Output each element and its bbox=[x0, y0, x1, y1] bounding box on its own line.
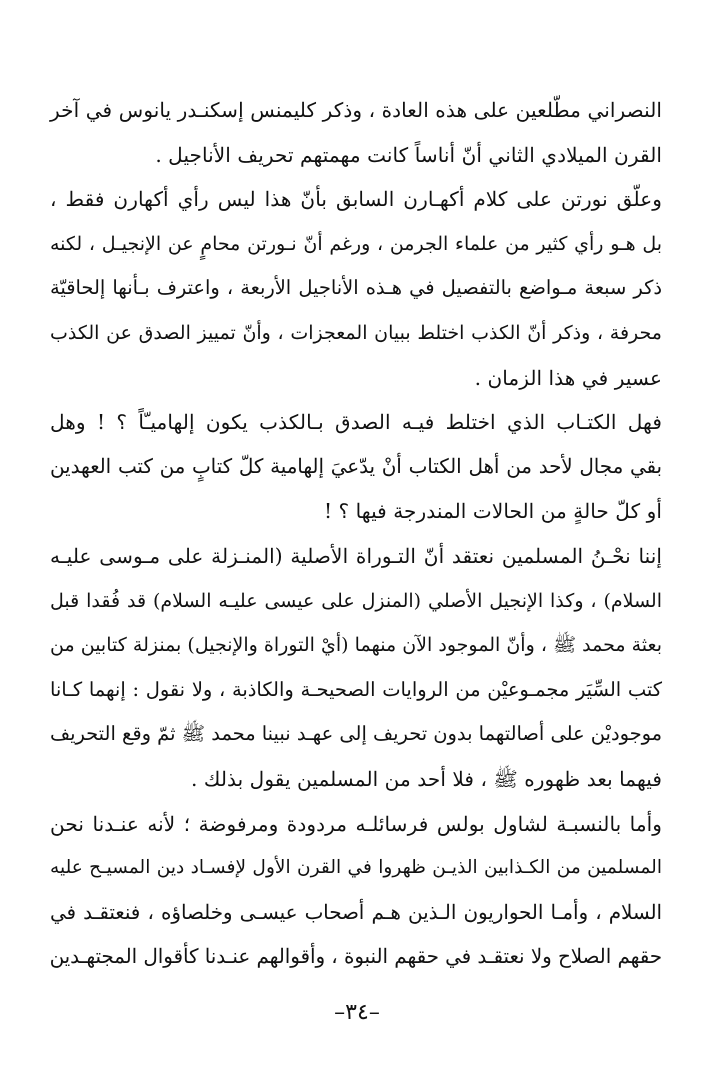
text-line: عسير في هذا الزمان . bbox=[474, 365, 662, 390]
text-line: بل هـو رأي كثير من علماء الجرمن ، ورغم أنّ نـورتن محامٍ عن الإنجيـل ، لكنه bbox=[50, 232, 662, 255]
text-line: حقهم الصلاح ولا نعتقـد في حقهم النبوة ، وأقوالهم عنـدنا كأقوال المجتهـدين bbox=[49, 945, 662, 969]
text-line: محرفة ، وذكر أنّ الكذب اختلط ببيان المعجزات ، وأنّ تمييز الصدق عن الكذب bbox=[50, 321, 662, 344]
text-line: موجوديْن على أصالتهما بدون تحريف إلى عهـد نبينا محمد ﷺ ثمّ وقع التحريف bbox=[50, 722, 662, 746]
text-line: فهل الكتـاب الذي اختلط فيـه الصدق بـالكذب يكون إلهاميـّاً ؟ ! وهل bbox=[50, 410, 662, 435]
text-line: فيهما بعد ظهوره ﷺ ، فلا أحد من المسلمين يقول بذلك . bbox=[191, 766, 662, 791]
text-line: كتب السِّيَر مجمـوعيْن من الروايات الصحيحـة والكاذبة ، ولا نقول : إنهما كـانا bbox=[50, 677, 662, 701]
paragraph-2 bbox=[50, 177, 662, 400]
text-line: أو كلّ حالةٍ من الحالات المندرجة فيها ؟ ! bbox=[323, 499, 662, 524]
text-line: النصراني مطّلعين على هذه العادة ، وذكر كليمنس إسكنـدر يانوس في آخر bbox=[50, 98, 662, 122]
text-line: وعلّق نورتن على كلام أكهـارن السابق بأنّ هذا ليس رأي أكهارن فقط ، bbox=[50, 187, 662, 212]
body-text bbox=[50, 88, 662, 980]
text-line: إننا نحْـنُ المسلمين نعتقد أنّ التـوراة الأصلية (المنـزلة على مـوسى عليـه bbox=[50, 543, 662, 568]
text-line: بقي مجال لأحد من أهل الكتاب أنْ يدّعيَ إلهامية كلّ كتابٍ من كتب العهدين bbox=[50, 454, 662, 478]
text-line: السلام ، وأمـا الحواريون الـذين هـم أصحاب عيسـى وخلصاؤه ، فنعتقـد في bbox=[50, 900, 662, 924]
text-line: ذكر سبعة مـواضع بالتفصيل في هـذه الأناجيل الأربعة ، واعترف بـأنها إلحاقيّة bbox=[50, 276, 662, 300]
paragraph-1 bbox=[50, 88, 662, 177]
paragraph-4 bbox=[50, 534, 662, 802]
text-line: القرن الميلادي الثاني أنّ أناساً كانت مهمتهم تحريف الأناجيل . bbox=[155, 142, 662, 167]
text-line: بعثة محمد ﷺ ، وأنّ الموجود الآن منهما (أيْ التوراة والإنجيل) بمنزلة كتابين من bbox=[50, 634, 662, 657]
text-line: السلام) ، وكذا الإنجيل الأصلي (المنزل على عيسى عليـه السلام) قد فُقدا قبل bbox=[50, 589, 662, 612]
text-line: المسلمين من الكـذابين الذيـن ظهروا في القرن الأول لإفسـاد دين المسيـح عليه bbox=[50, 857, 662, 879]
paragraph-3 bbox=[50, 400, 662, 534]
page-number: –٣٤– bbox=[334, 1000, 380, 1025]
paragraph-5 bbox=[50, 802, 662, 980]
text-line: وأما بالنسبـة لشاول بولس فرسائلـه مردودة ومرفوضة ؛ لأنه عنـدنا نحن bbox=[50, 811, 662, 836]
